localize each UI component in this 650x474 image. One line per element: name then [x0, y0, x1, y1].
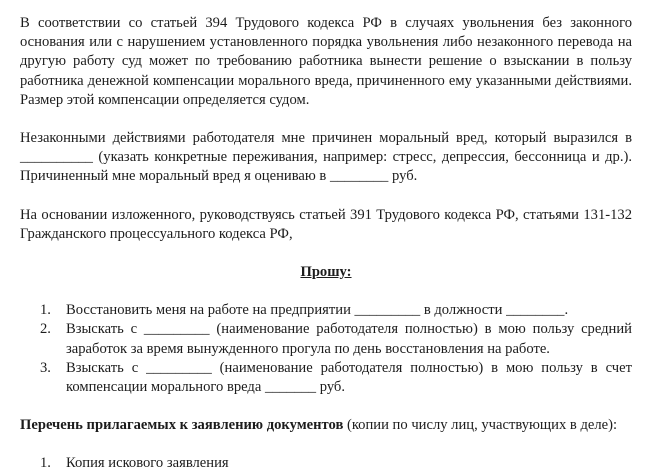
attachments-heading-rest: (копии по числу лиц, участвующих в деле): — [343, 417, 618, 434]
spacer — [20, 110, 632, 129]
attachments-heading — [20, 416, 632, 435]
list-item-text: Восстановить меня на работе на предприятии _________ в должности ________. — [66, 302, 569, 319]
spacer — [20, 282, 632, 301]
list-number: 1. — [40, 455, 51, 472]
list-item — [20, 301, 632, 320]
attachments-heading-bold: Перечень прилагаемых к заявлению документов — [20, 417, 344, 434]
spacer — [20, 187, 632, 206]
list-item — [20, 359, 632, 397]
spacer — [20, 397, 632, 416]
paragraph-legal-basis: В соответствии со статьей 394 Трудового кодекса РФ в случаях увольнения без законного основания или с нарушением установленного порядка увольнения либо незаконного перевода на другую работу суд может по требованию работника вынести решение о взыскании в пользу работника денежной компенсации морального вреда, причиненного ему указанными действиями. Размер этой компенсации определяется судом. — [20, 15, 632, 108]
paragraph-grounds: На основании изложенного, руководствуясь статьей 391 Трудового кодекса РФ, статьями 131-132 Гражданского процессуального кодекса РФ, — [20, 206, 632, 242]
document-body — [20, 14, 632, 474]
paragraph-moral-damage: Незаконными действиями работодателя мне причинен моральный вред, который выразился в __________ (указать конкретные переживания, например: стресс, депрессия, бессонница и др.). Причиненный мне моральный вред я оцениваю в ________ руб. — [20, 130, 632, 185]
list-item-text: Копия искового заявления — [66, 455, 229, 472]
list-number: 1. — [40, 302, 51, 319]
list-item-text: Взыскать с _________ (наименование работодателя полностью) в мою пользу средний заработок за время вынужденного прогула по день восстановления на работе. — [66, 321, 632, 357]
list-item-text: Взыскать с _________ (наименование работодателя полностью) в мою пользу в счет компенсации морального вреда _______ руб. — [66, 359, 632, 396]
list-item — [20, 320, 632, 358]
request-heading: Прошу: — [300, 264, 352, 281]
list-number: 3. — [40, 359, 51, 376]
spacer — [20, 244, 632, 263]
list-item — [20, 454, 632, 473]
list-number: 2. — [40, 321, 51, 338]
attachment-list — [20, 454, 632, 473]
spacer — [20, 435, 632, 454]
request-list — [20, 301, 632, 397]
